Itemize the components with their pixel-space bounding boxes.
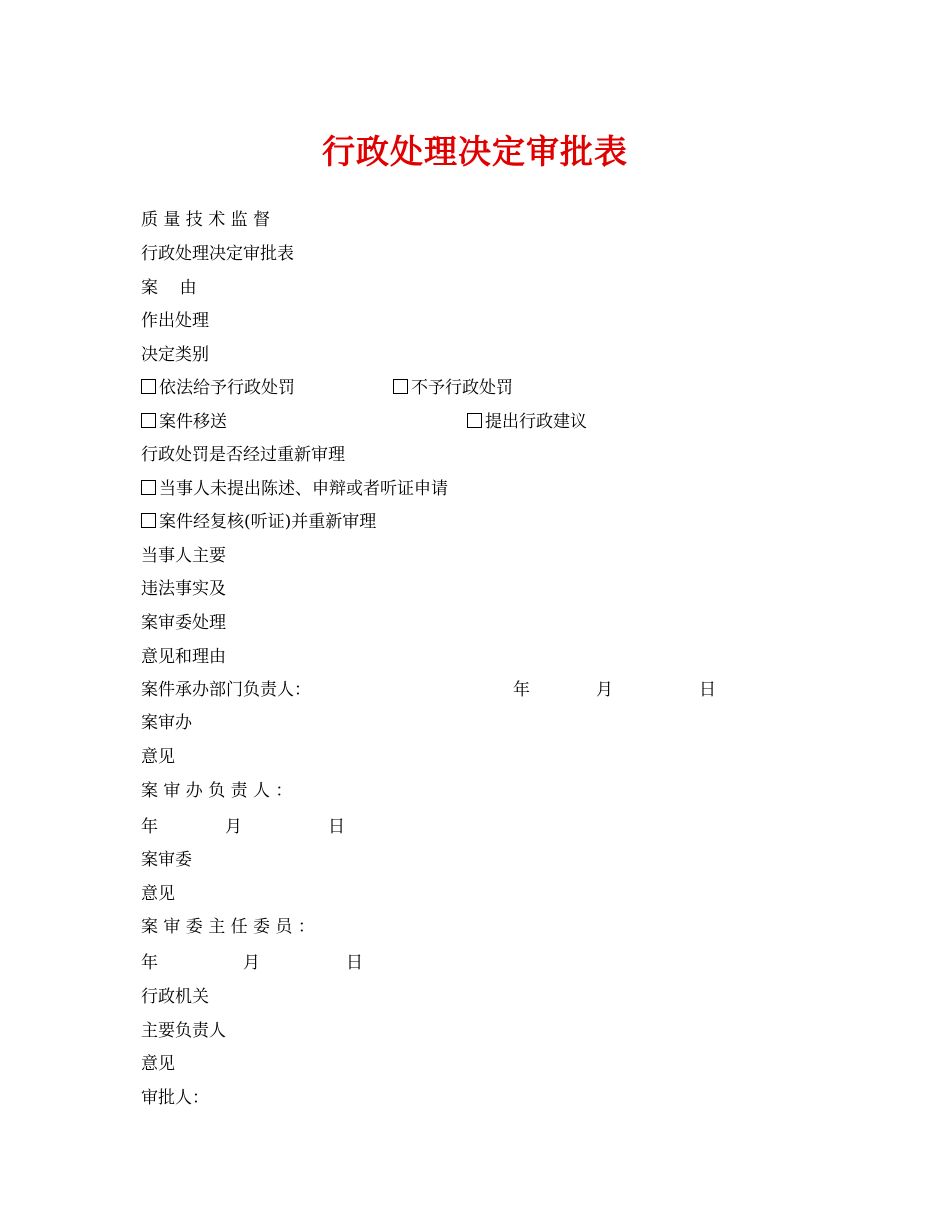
decision-options-row-2 xyxy=(141,411,641,433)
checkbox-icon[interactable] xyxy=(141,480,156,495)
checkbox-icon[interactable] xyxy=(141,513,156,528)
dept-head-row xyxy=(141,679,741,701)
checkbox-icon[interactable] xyxy=(467,413,482,428)
dept-head-label: 案件承办部门负责人： xyxy=(141,680,311,700)
office-head-label: 案 审 办 负 责 人 ： xyxy=(141,781,293,801)
option-no-punish[interactable]: 不予行政处罚 xyxy=(393,377,513,399)
office-date-row xyxy=(141,816,441,838)
facts-label-1: 当事人主要 xyxy=(141,546,226,566)
committee-head-label: 案 审 委 主 任 委 员 ： xyxy=(141,917,315,937)
date-month: 月 xyxy=(225,817,242,837)
committee-label-2: 意见 xyxy=(141,884,175,904)
decision-options-row-1 xyxy=(141,377,641,399)
office-label-2: 意见 xyxy=(141,747,175,767)
review-question: 行政处罚是否经过重新审理 xyxy=(141,445,345,465)
checkbox-icon[interactable] xyxy=(141,413,156,428)
option-no-statement[interactable]: 当事人未提出陈述、申辩或者听证申请 xyxy=(141,478,448,500)
dept-label: 质 量 技 术 监 督 xyxy=(141,210,271,230)
approver-label: 审批人： xyxy=(141,1088,209,1108)
page-title: 行政处理决定审批表 xyxy=(322,132,628,171)
facts-label-2: 违法事实及 xyxy=(141,579,226,599)
date-month: 月 xyxy=(596,680,613,700)
authority-label-2: 主要负责人 xyxy=(141,1021,226,1041)
committee-label-1: 案审委 xyxy=(141,850,192,870)
date-year: 年 xyxy=(141,953,158,973)
authority-label-3: 意见 xyxy=(141,1054,175,1074)
office-label-1: 案审办 xyxy=(141,713,192,733)
option-suggest[interactable]: 提出行政建议 xyxy=(467,411,587,433)
form-name: 行政处理决定审批表 xyxy=(141,244,294,264)
authority-label-1: 行政机关 xyxy=(141,987,209,1007)
decision-type-label-1: 作出处理 xyxy=(141,311,209,331)
date-year: 年 xyxy=(513,680,530,700)
case-cause-label: 案 由 xyxy=(141,278,197,298)
option-transfer[interactable]: 案件移送 xyxy=(141,411,227,433)
option-reviewed[interactable]: 案件经复核(听证)并重新审理 xyxy=(141,511,376,533)
checkbox-icon[interactable] xyxy=(393,379,408,394)
decision-type-label-2: 决定类别 xyxy=(141,345,209,365)
date-year: 年 xyxy=(141,817,158,837)
date-month: 月 xyxy=(243,953,260,973)
checkbox-icon[interactable] xyxy=(141,379,156,394)
committee-date-row xyxy=(141,952,441,974)
date-day: 日 xyxy=(328,817,345,837)
date-day: 日 xyxy=(346,953,363,973)
date-day: 日 xyxy=(699,680,716,700)
facts-label-3: 案审委处理 xyxy=(141,613,226,633)
facts-label-4: 意见和理由 xyxy=(141,647,226,667)
option-punish[interactable]: 依法给予行政处罚 xyxy=(141,377,295,399)
